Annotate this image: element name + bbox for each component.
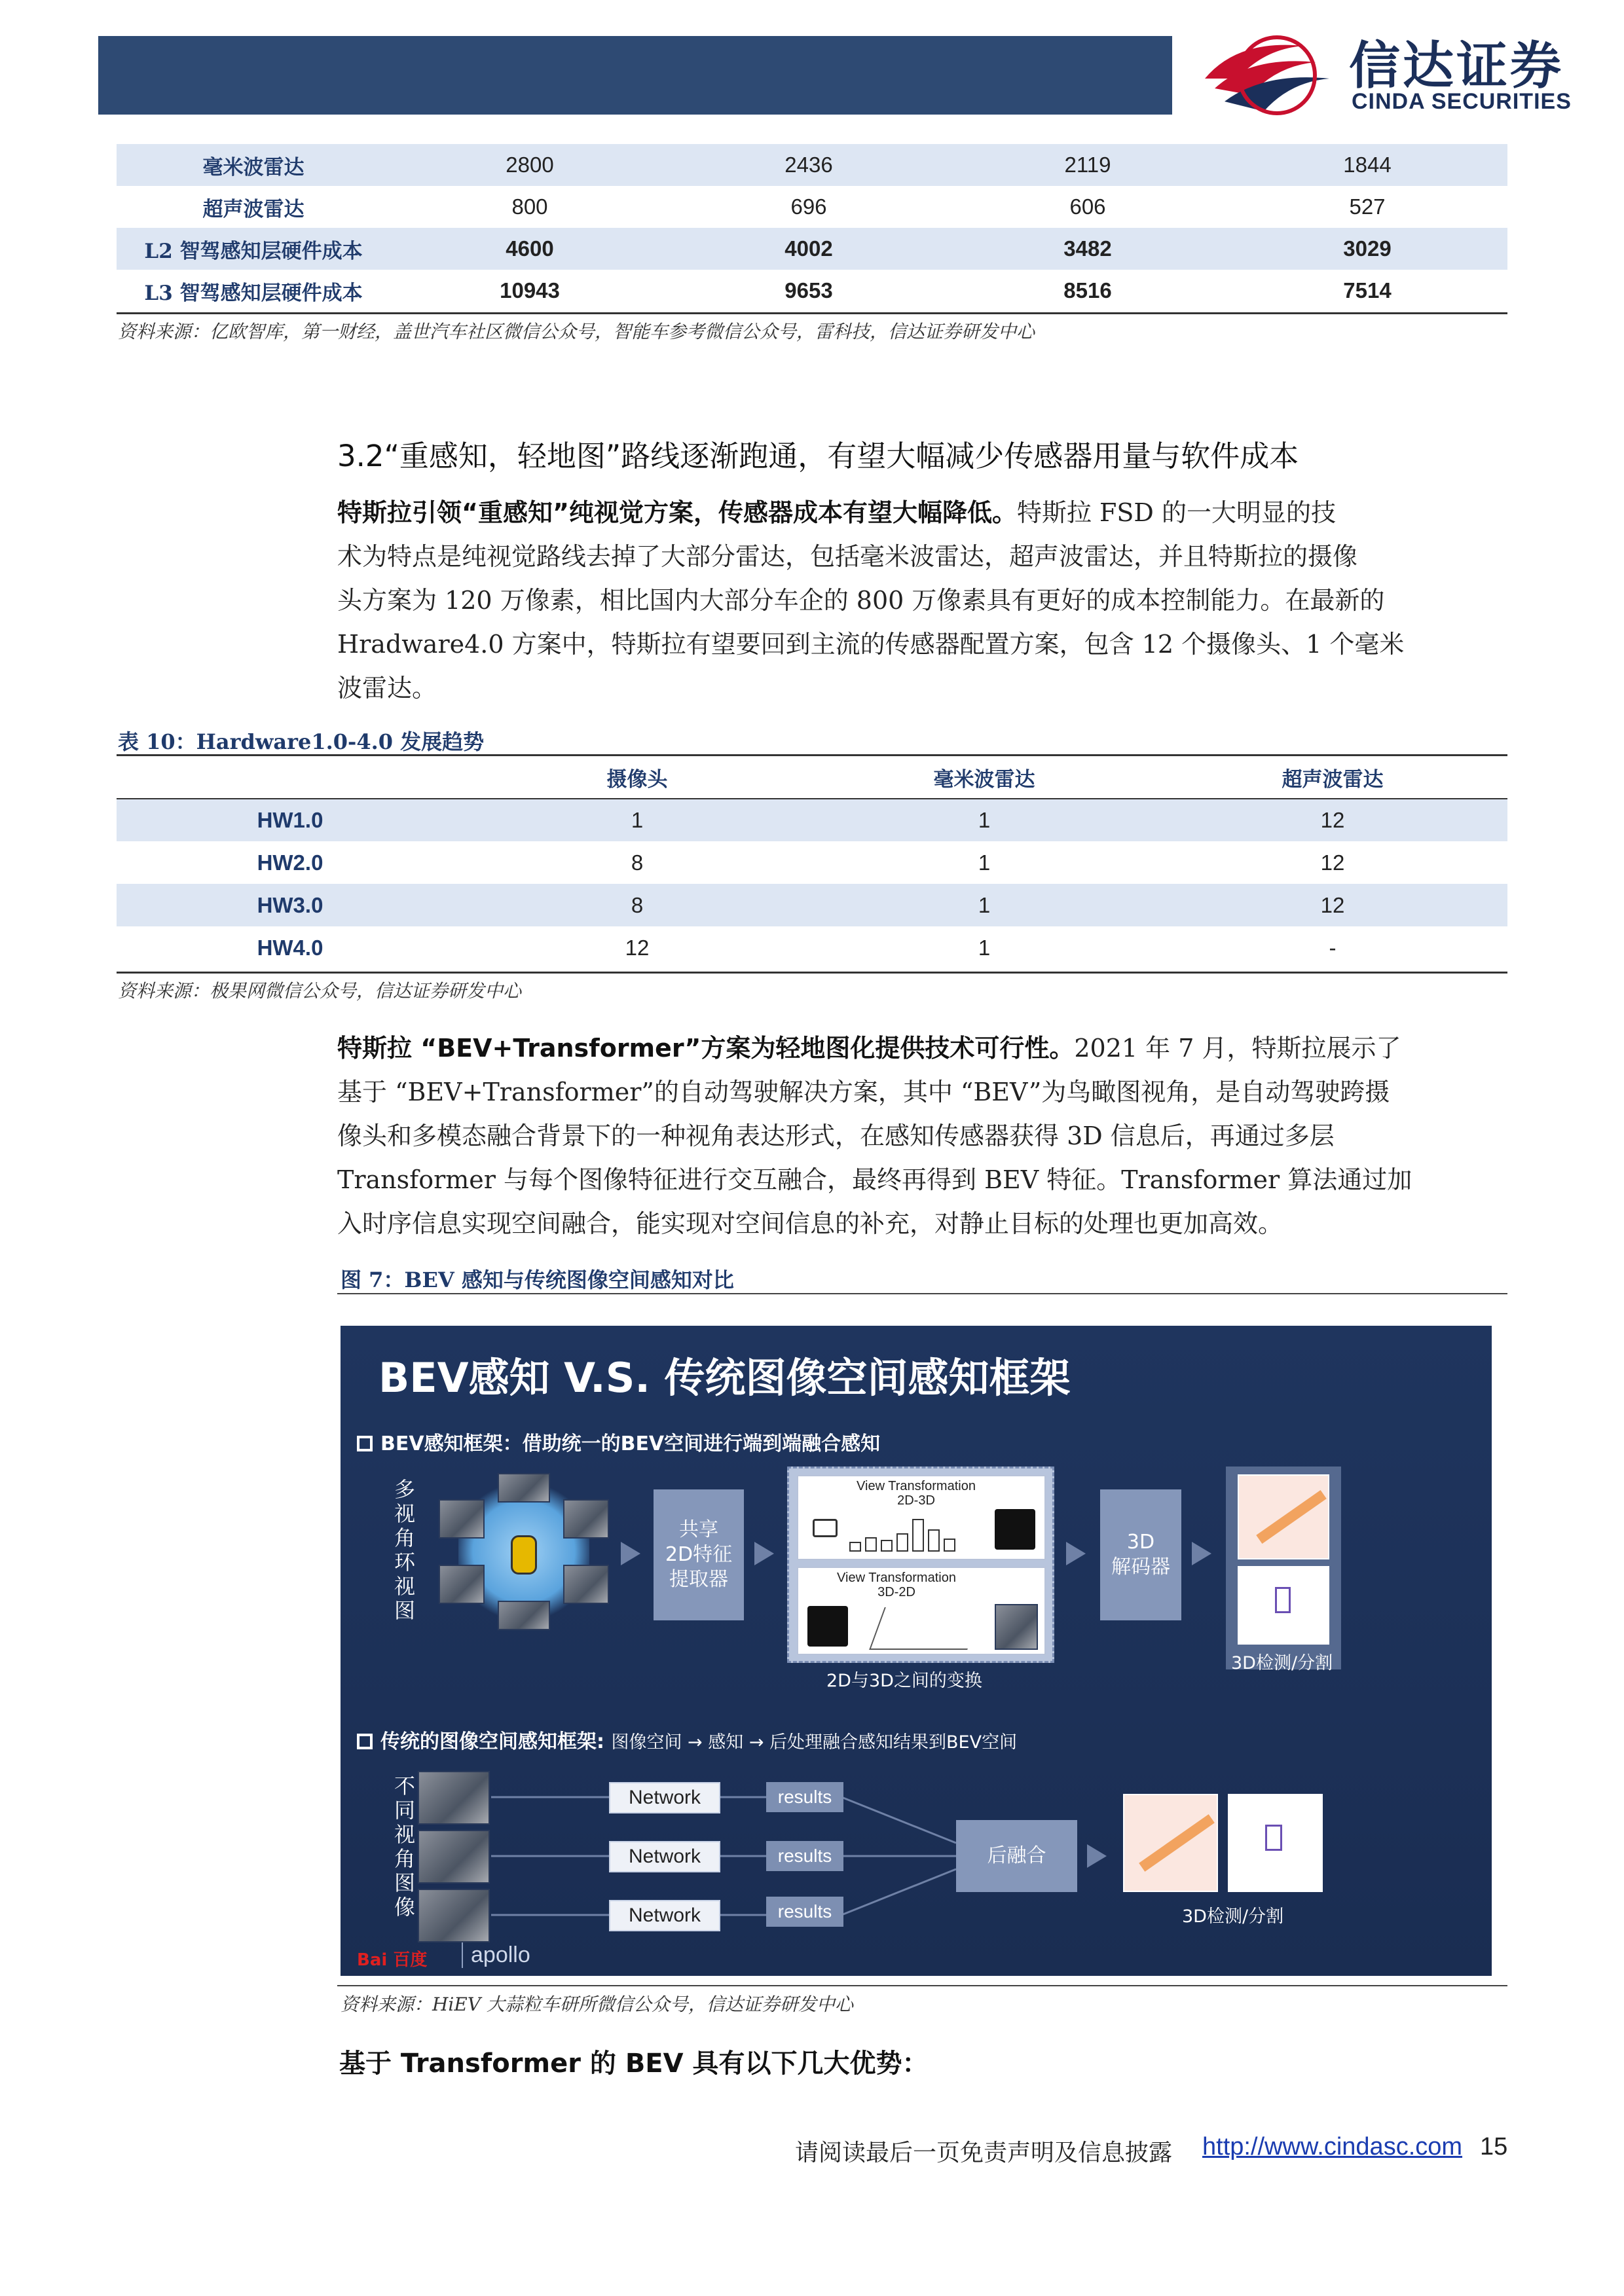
table-cell: 8516 <box>1063 278 1112 302</box>
arrow-icon <box>1066 1542 1086 1565</box>
box-line: 3D <box>1126 1531 1155 1554</box>
table-cell: 800 <box>511 194 548 219</box>
row-label: HW3.0 <box>117 884 464 926</box>
box-line: 提取器 <box>669 1568 728 1591</box>
car-icon <box>511 1535 537 1575</box>
closing-text: 基于 Transformer 的 BEV 具有以下几大优势： <box>339 2049 929 2079</box>
table-cell: 1 <box>978 935 991 960</box>
camera-icon <box>813 1519 838 1537</box>
paragraph-line: Hradware4.0 方案中，特斯拉有望要回到主流的传感器配置方案，包含 12 个摄像头、1 个毫米 <box>337 630 1405 659</box>
table-cell: 4600 <box>390 228 669 270</box>
table-cell: 1 <box>811 884 1158 926</box>
bev-vertical-label: 多视角环视图 <box>394 1477 415 1623</box>
vt-top-line: 2D-3D <box>897 1493 935 1508</box>
header-cell: 超声波雷达 <box>1282 768 1384 792</box>
network-box: Network <box>609 1782 720 1813</box>
footer-url-link[interactable]: http://www.cindasc.com <box>1202 2133 1463 2160</box>
street-thumbnail <box>995 1604 1038 1650</box>
camera-image <box>418 1889 490 1942</box>
table-cell: 3029 <box>1227 228 1507 270</box>
table-row <box>117 270 1507 312</box>
paragraph-bev-transformer <box>337 1027 1507 1246</box>
header-cell: 毫米波雷达 <box>933 768 1035 792</box>
table-cell: 2800 <box>390 144 669 186</box>
vt-2d-3d-panel <box>797 1475 1046 1560</box>
trad-output-panel <box>1123 1794 1326 1935</box>
paragraph-lead: 特斯拉 “BEV+Transformer”方案为轻地图化提供技术可行性。 <box>337 1034 1075 1063</box>
results-box: results <box>766 1841 843 1871</box>
table-cell: 8 <box>464 884 811 926</box>
camera-image <box>418 1771 490 1825</box>
table-bottom-rule <box>117 312 1507 314</box>
paragraph-line: 特斯拉 FSD 的一大明显的技 <box>1016 498 1336 527</box>
table-cell: 527 <box>1349 194 1386 219</box>
row-label: HW4.0 <box>257 935 323 960</box>
section-heading: 3.2“重感知，轻地图”路线逐渐跑通，有望大幅减少传感器用量与软件成本 <box>337 439 1299 473</box>
table-cell: 9653 <box>784 278 833 302</box>
trad-vertical-label: 不同视角图像 <box>394 1774 415 1920</box>
table-bottom-rule <box>117 972 1507 974</box>
table-row <box>117 144 1507 186</box>
paragraph-line: 波雷达。 <box>337 674 437 702</box>
footer-disclaimer: 请阅读最后一页免责声明及信息披露 <box>795 2140 1173 2166</box>
surround-view-image <box>439 1473 609 1633</box>
table-top-rule <box>117 754 1507 756</box>
header-bar <box>98 36 1172 115</box>
vt-bottom-line: 3D-2D <box>877 1585 915 1599</box>
table-cell: - <box>1329 935 1337 960</box>
camera-image <box>418 1830 490 1884</box>
bev-output-panel <box>1226 1467 1341 1673</box>
table-cell: 2436 <box>669 144 948 186</box>
table-row <box>117 799 1507 841</box>
trad-section-sub: 图像空间 → 感知 → 后处理融合感知结果到BEV空间 <box>611 1732 1018 1753</box>
trad-output-label: 3D检测/分割 <box>1182 1906 1284 1927</box>
table-cell: 3482 <box>948 228 1227 270</box>
seg-map-thumbnail <box>1123 1794 1218 1892</box>
bev-section-label: BEV感知框架：借助统一的BEV空间进行端到端融合感知 <box>380 1432 881 1455</box>
table-source: 资料来源：极果网微信公众号，信达证券研发中心 <box>118 980 522 1002</box>
figure-bottom-rule <box>337 1985 1507 1986</box>
figure-title: BEV感知 V.S. 传统图像空间感知框架 <box>378 1354 1071 1402</box>
3d-decoder-box <box>1100 1489 1181 1620</box>
table-cell: 12 <box>1158 884 1507 926</box>
results-box: results <box>766 1897 843 1927</box>
det-map-thumbnail <box>1238 1566 1329 1645</box>
figure-caption: 图 7：BEV 感知与传统图像空间感知对比 <box>341 1267 734 1292</box>
vt-3d-2d-panel <box>797 1567 1046 1655</box>
table-row <box>117 926 1507 969</box>
network-box: Network <box>609 1841 720 1872</box>
arrow-icon <box>1192 1542 1211 1565</box>
table-header-row <box>117 757 1507 799</box>
paragraph-line: 基于 “BEV+Transformer”的自动驾驶解决方案，其中 “BEV”为鸟瞰图视角，是自动驾驶跨摄 <box>337 1078 1390 1106</box>
arrow-icon <box>1087 1844 1107 1868</box>
table-cell: 8 <box>631 850 644 875</box>
table-cell: 4002 <box>669 228 948 270</box>
paragraph-tesla-vision <box>337 491 1507 710</box>
row-label: 毫米波雷达 <box>117 144 390 186</box>
row-label: HW1.0 <box>117 799 464 841</box>
bev-section-title <box>357 1427 880 1456</box>
table-row <box>117 884 1507 926</box>
results-box: results <box>766 1782 843 1812</box>
table-cell: 12 <box>1320 850 1345 875</box>
checkbox-icon <box>357 1436 373 1451</box>
shared-2d-extractor-box <box>654 1489 744 1620</box>
baidu-logo-icon: Bai 百度 <box>357 1950 428 1970</box>
row-label: L3 智驾感知层硬件成本 <box>144 281 363 305</box>
bev-figure <box>341 1326 1492 1976</box>
table-row <box>117 186 1507 228</box>
paragraph-line: Transformer 与每个图像特征进行交互融合，最终再得到 BEV 特征。Transformer 算法通过加 <box>337 1165 1412 1194</box>
hardware-table <box>117 757 1507 969</box>
bev-thumbnail <box>995 1509 1035 1550</box>
table-cell: 606 <box>1069 194 1106 219</box>
bar-graphic <box>849 1516 980 1552</box>
paragraph-line: 头方案为 120 万像素，相比国内大部分车企的 800 万像素具有更好的成本控制能力。在最新的 <box>337 586 1385 615</box>
view-transformation-block <box>787 1467 1054 1663</box>
figure-source: 资料来源：HiEV 大蒜粒车研所微信公众号，信达证券研发中心 <box>341 1994 853 2015</box>
table-caption: 表 10：Hardware1.0-4.0 发展趋势 <box>118 729 485 754</box>
row-label: L2 智驾感知层硬件成本 <box>117 228 390 270</box>
vt-bottom-line: View Transformation <box>837 1571 956 1585</box>
table-row <box>117 228 1507 270</box>
table-cell: 2119 <box>948 144 1227 186</box>
bev-output-label: 3D检测/分割 <box>1231 1653 1333 1673</box>
cost-table <box>117 144 1507 312</box>
table-cell: 12 <box>1158 799 1507 841</box>
late-fusion-box: 后融合 <box>956 1820 1077 1892</box>
table-cell: 7514 <box>1343 278 1392 302</box>
table-cell: 1 <box>811 799 1158 841</box>
table-row <box>117 841 1507 884</box>
page-number: 15 <box>1480 2133 1508 2160</box>
vt-caption: 2D与3D之间的变换 <box>826 1671 982 1691</box>
paragraph-line: 术为特点是纯视觉路线去掉了大部分雷达，包括毫米波雷达，超声波雷达，并且特斯拉的摄像 <box>337 542 1358 571</box>
vt-top-line: View Transformation <box>857 1479 976 1493</box>
figure-top-rule <box>337 1293 1507 1294</box>
paragraph-line: 像头和多模态融合背景下的一种视角表达形式，在感知传感器获得 3D 信息后，再通过多层 <box>337 1121 1335 1150</box>
table-cell: 10943 <box>500 278 560 302</box>
box-line: 解码器 <box>1111 1556 1170 1578</box>
apollo-logo-icon: apollo <box>462 1942 530 1968</box>
table-source: 资料来源：亿欧智库，第一财经，盖世汽车社区微信公众号，智能车参考微信公众号，雷科技，信达证券研发中心 <box>118 321 1035 342</box>
logo-text-cn: 信达证券 <box>1349 37 1564 96</box>
row-label: 超声波雷达 <box>202 197 304 221</box>
logo-text-en: CINDA SECURITIES <box>1352 89 1572 114</box>
table-cell: 1 <box>464 799 811 841</box>
table-cell: 1 <box>978 850 991 875</box>
header-cell: 摄像头 <box>606 768 668 792</box>
det-map-thumbnail <box>1228 1794 1323 1892</box>
paragraph-lead: 特斯拉引领“重感知”纯视觉方案，传感器成本有望大幅降低。 <box>337 498 1017 527</box>
arrow-icon <box>754 1542 774 1565</box>
box-line: 共享 <box>679 1518 718 1541</box>
table-cell: 696 <box>790 194 827 219</box>
network-box: Network <box>609 1900 720 1931</box>
arrow-icon <box>621 1542 640 1565</box>
table-cell: 1844 <box>1227 144 1507 186</box>
paragraph-line: 入时序信息实现空间融合，能实现对空间信息的补充，对静止目标的处理也更加高效。 <box>337 1209 1283 1238</box>
header-cell <box>117 757 464 799</box>
seg-map-thumbnail <box>1238 1474 1329 1559</box>
row-label: HW2.0 <box>257 850 323 875</box>
table-cell: 12 <box>625 935 650 960</box>
paragraph-line: 2021 年 7 月，特斯拉展示了 <box>1074 1034 1401 1063</box>
trad-section-title <box>357 1725 1017 1754</box>
bev-thumbnail <box>807 1606 848 1647</box>
projection-graphic <box>869 1607 983 1650</box>
box-line: 2D特征 <box>665 1543 733 1566</box>
trad-section-label: 传统的图像空间感知框架: <box>380 1730 604 1753</box>
checkbox-icon <box>357 1734 373 1749</box>
